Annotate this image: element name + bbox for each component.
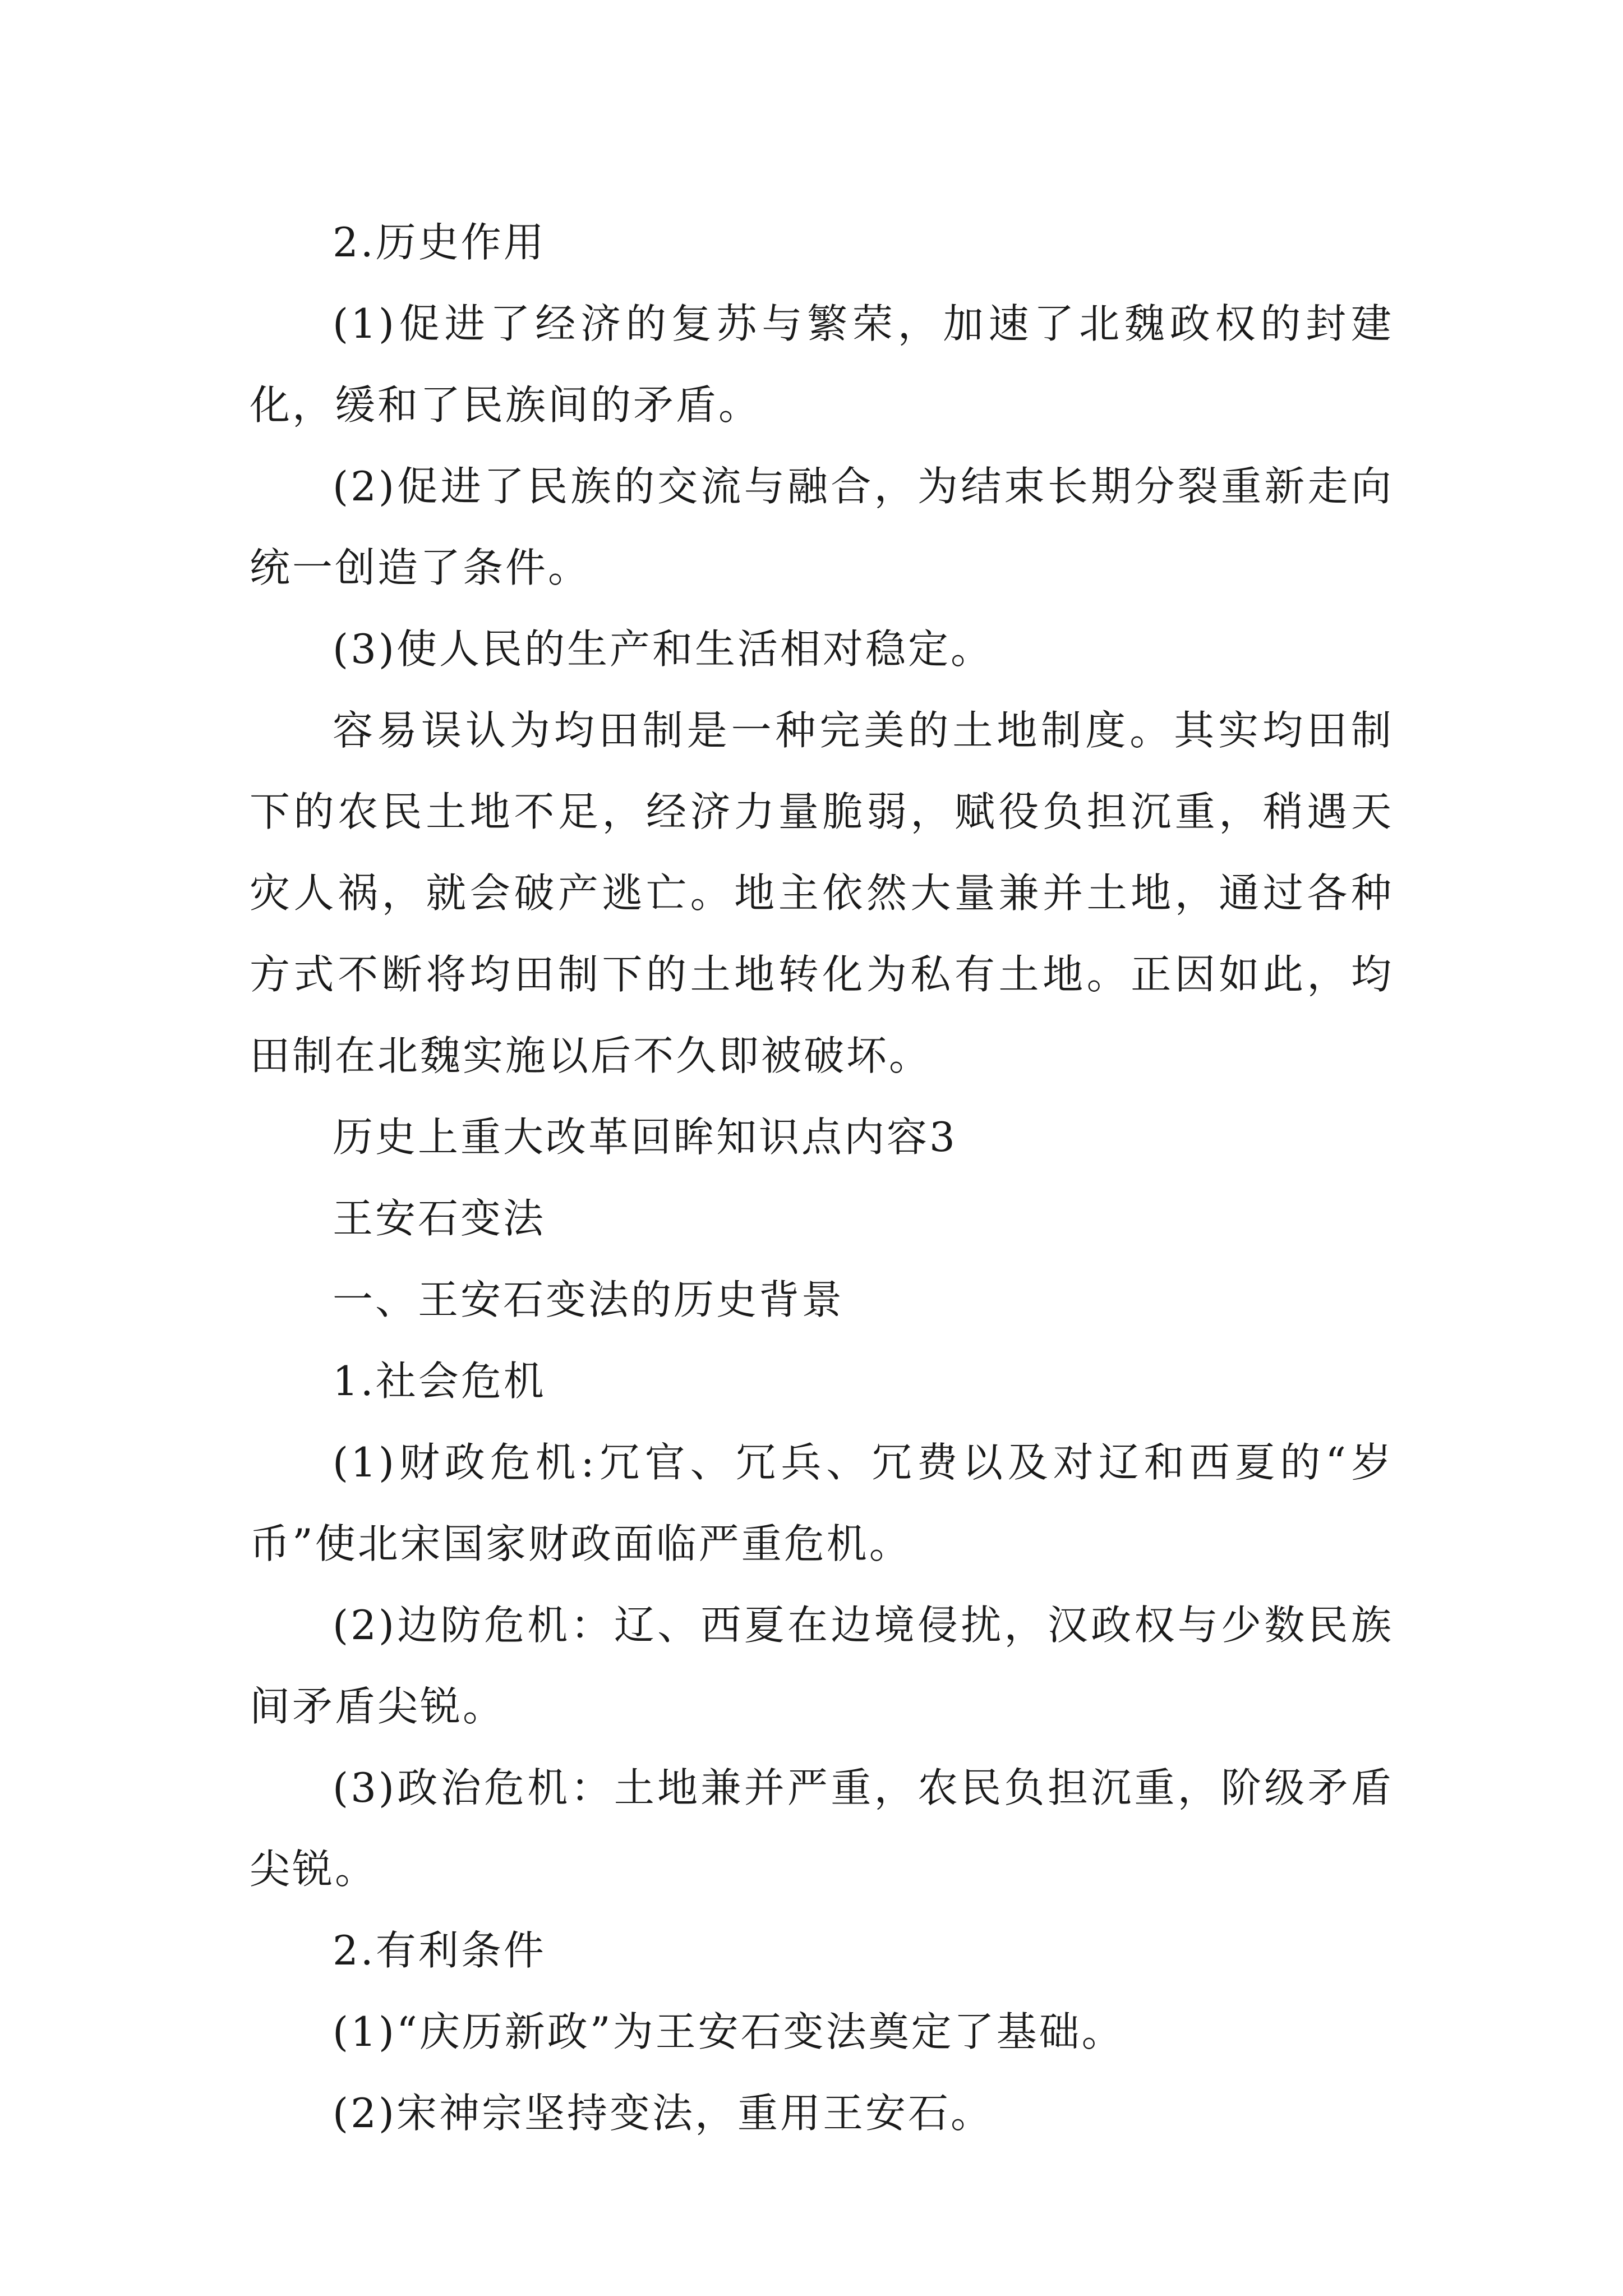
paragraph: (3)政治危机：土地兼并严重，农民负担沉重，阶级矛盾尖锐。 <box>250 1764 1394 1893</box>
paragraph: (1)促进了经济的复苏与繁荣，加速了北魏政权的封建化，缓和了民族间的矛盾。 <box>250 300 1394 429</box>
section-heading: 一、王安石变法的历史背景 <box>333 1276 845 1323</box>
paragraph: (2)宋神宗坚持变法，重用王安石。 <box>333 2090 993 2137</box>
section-heading: 2.有利条件 <box>333 1927 546 1974</box>
paragraph: (3)使人民的生产和生活相对稳定。 <box>333 625 993 673</box>
section-heading: 王安石变法 <box>333 1195 546 1242</box>
section-heading: 2.历史作用 <box>333 219 546 266</box>
paragraph: (1)财政危机:冗官、冗兵、冗费以及对辽和西夏的“岁币”使北宋国家财政面临严重危机。 <box>250 1439 1394 1567</box>
paragraph: 容易误认为均田制是一种完美的土地制度。其实均田制下的农民土地不足，经济力量脆弱，赋役负担沉重，稍遇天灾人祸，就会破产逃亡。地主依然大量兼并土地，通过各种方式不断将均田制下的土地转化为私有土地。正因如此，均田制在北魏实施以后不久即被破坏。 <box>250 707 1394 1079</box>
paragraph: (1)“庆历新政”为王安石变法奠定了基础。 <box>333 2008 1124 2055</box>
document-body <box>250 202 1394 2154</box>
section-heading: 历史上重大改革回眸知识点内容3 <box>333 1114 957 1161</box>
section-heading: 1.社会危机 <box>333 1358 546 1405</box>
paragraph: (2)边防危机：辽、西夏在边境侵扰，汉政权与少数民族间矛盾尖锐。 <box>250 1602 1394 1730</box>
paragraph: (2)促进了民族的交流与融合，为结束长期分裂重新走向统一创造了条件。 <box>250 463 1394 591</box>
